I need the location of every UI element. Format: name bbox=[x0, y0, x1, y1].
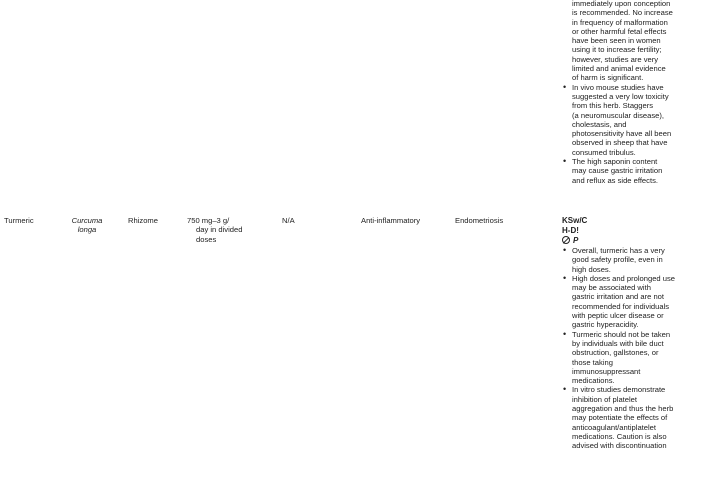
safety-bullet-item bbox=[562, 274, 706, 330]
common-name: Turmeric bbox=[4, 216, 34, 225]
text-line: immunosuppressant bbox=[572, 366, 641, 376]
dose-cell bbox=[187, 216, 267, 244]
text-line: (a neuromuscular disease), bbox=[572, 110, 665, 120]
text-line: using it to increase fertility; bbox=[572, 45, 662, 55]
safety-code-p: P bbox=[573, 236, 579, 245]
text-line: with peptic ulcer disease or bbox=[572, 311, 664, 321]
safety-bullet-list bbox=[562, 83, 706, 185]
text-line: anticoagulant/antiplatelet bbox=[572, 422, 657, 432]
safety-code-hd: H-D! bbox=[562, 226, 579, 235]
text-line: in frequency of malformation bbox=[572, 17, 668, 27]
text-line: photosensitivity have all been bbox=[572, 129, 672, 139]
safety-bullet-list bbox=[562, 246, 706, 451]
text-line: immediately upon conception bbox=[572, 0, 671, 8]
text-line: however, studies are very bbox=[572, 54, 659, 64]
text-line: have been seen in women bbox=[572, 36, 661, 46]
botanical-name-genus: Curcuma bbox=[71, 216, 103, 225]
botanical-name-species: longa bbox=[77, 225, 97, 235]
text-line: aggregation and thus the herb bbox=[572, 404, 674, 414]
text-line: • The high saponin content bbox=[572, 157, 658, 167]
text-line: from this herb. Staggers bbox=[572, 101, 654, 111]
text-line: • In vitro studies demonstrate bbox=[572, 385, 666, 395]
text-line: of harm is significant. bbox=[572, 73, 644, 83]
safety-bullet-item bbox=[562, 330, 706, 386]
part-used-cell bbox=[128, 216, 158, 225]
text-line: • Overall, turmeric has a very bbox=[572, 246, 665, 255]
indication-cell bbox=[455, 216, 503, 225]
safety-code-ksw: KSw/C bbox=[562, 216, 588, 225]
text-line: those taking bbox=[572, 357, 613, 367]
safety-code-p-line bbox=[562, 236, 706, 246]
safety-bullet-item bbox=[562, 385, 706, 450]
botanical-name-cell bbox=[62, 216, 112, 235]
text-line: gastric irritation and are not bbox=[572, 292, 665, 302]
text-line: recommended for individuals bbox=[572, 301, 670, 311]
common-name-cell bbox=[4, 216, 34, 225]
text-line: limited and animal evidence bbox=[572, 64, 666, 74]
previous-row-safety-notes bbox=[562, 0, 706, 185]
text-line: high doses. bbox=[572, 264, 611, 274]
turmeric-safety-notes bbox=[562, 216, 706, 451]
text-line: and reflux as side effects. bbox=[572, 175, 658, 185]
text-line: obstruction, gallstones, or bbox=[572, 348, 659, 358]
action-cell bbox=[361, 216, 420, 225]
column-5-value: N/A bbox=[282, 216, 295, 225]
text-line: medications. Caution is also bbox=[572, 431, 667, 441]
text-line: is recommended. No increase bbox=[572, 8, 673, 18]
text-line: good safety profile, even in bbox=[572, 255, 663, 265]
safety-note-continuation bbox=[562, 0, 706, 83]
text-line: • High doses and prolonged use bbox=[572, 273, 676, 283]
action: Anti-inflammatory bbox=[361, 216, 421, 225]
text-line: cholestasis, and bbox=[572, 119, 627, 129]
part-used: Rhizome bbox=[128, 216, 158, 225]
text-line: suggested a very low toxicity bbox=[572, 91, 669, 101]
text-line: may be associated with bbox=[572, 283, 651, 293]
text-line: observed in sheep that have bbox=[572, 138, 668, 148]
text-line: consumed tribulus. bbox=[572, 147, 636, 157]
text-line: • Turmeric should not be taken bbox=[572, 329, 671, 339]
text-line: may cause gastric irritation bbox=[572, 166, 663, 176]
dose-line-3: doses bbox=[196, 234, 217, 244]
safety-bullet-item bbox=[562, 83, 706, 157]
safety-bullet-item bbox=[562, 246, 706, 274]
dose-line-2: day in divided bbox=[196, 225, 243, 235]
text-line: gastric hyperacidity. bbox=[572, 320, 639, 330]
text-line: medications. bbox=[572, 376, 615, 386]
text-line: by individuals with bile duct bbox=[572, 338, 664, 348]
indication: Endometriosis bbox=[455, 216, 504, 225]
text-line: or other harmful fetal effects bbox=[572, 26, 667, 36]
text-line: advised with discontinuation bbox=[572, 441, 667, 451]
prohibited-icon bbox=[562, 236, 570, 244]
text-line: • In vivo mouse studies have bbox=[572, 82, 664, 92]
text-line: inhibition of platelet bbox=[572, 394, 638, 404]
safety-bullet-item bbox=[562, 157, 706, 185]
column-5-cell bbox=[282, 216, 295, 225]
text-line: may potentiate the effects of bbox=[572, 413, 668, 423]
dose-line-1: 750 mg–3 g/ bbox=[187, 216, 230, 225]
